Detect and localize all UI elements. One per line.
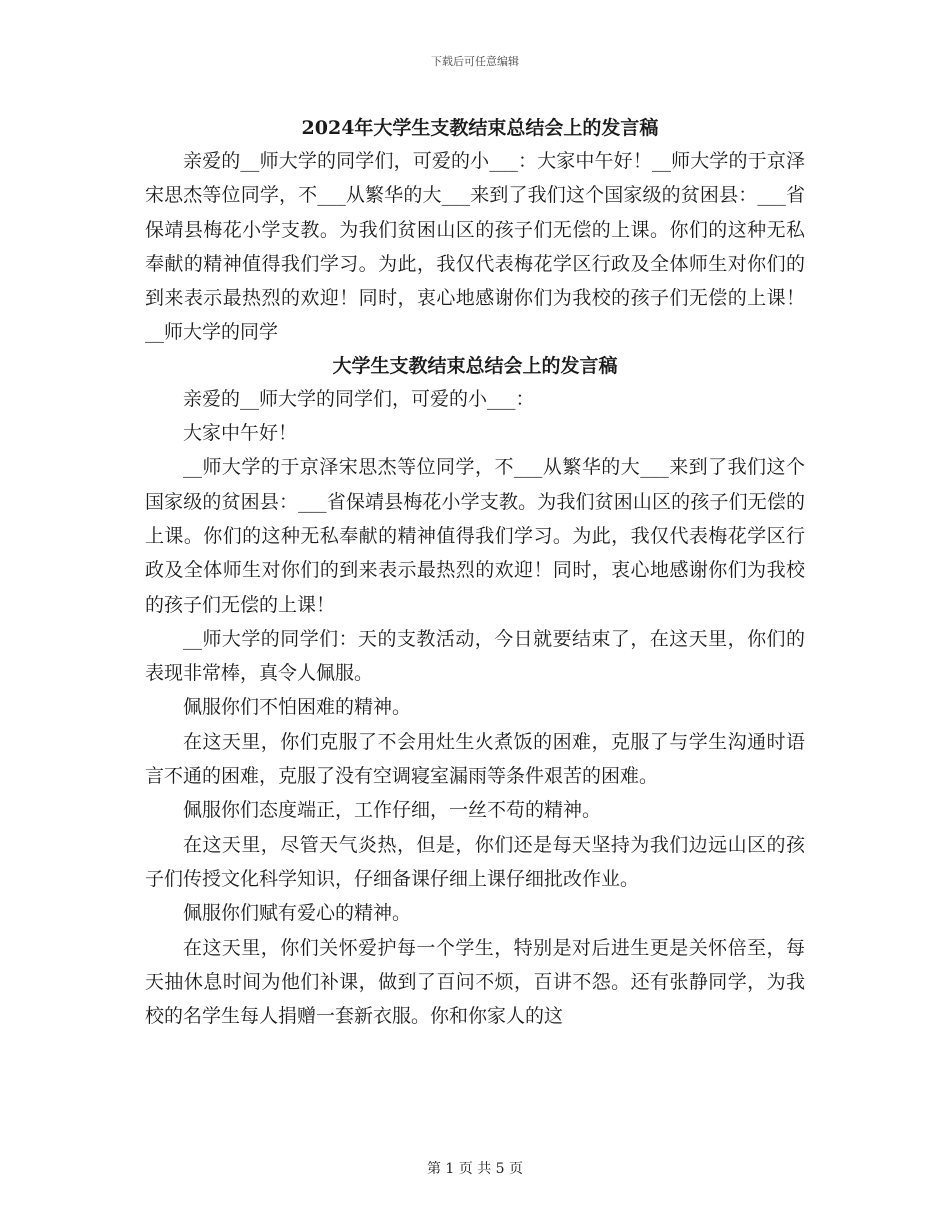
page-header-note: 下载后可任意编辑 [431, 55, 519, 68]
document-body [145, 112, 805, 1033]
body-paragraph: 在这天里，尽管天气炎热，但是，你们还是每天坚持为我们边远山区的孩子们传授文化科学知识，仔细备课仔细上课仔细批改作业。 [145, 833, 805, 890]
document-title-main: 2024年大学生支教结束总结会上的发言稿 [301, 117, 659, 139]
body-paragraph: 大家中午好！ [183, 422, 298, 445]
page-number-footer: 第 1 页 共 5 页 [426, 1161, 524, 1177]
document-title-secondary: 大学生支教结束总结会上的发言稿 [332, 354, 618, 377]
body-paragraph: __师大学的同学们：天的支教活动，今日就要结束了，在这天里，你们的表现非常棒，真令人佩服。 [145, 627, 805, 685]
body-paragraph: 在这天里，你们克服了不会用灶生火煮饭的困难，克服了与学生沟通时语言不通的困难，克服了没有空调寝室漏雨等条件艰苦的困难。 [145, 730, 805, 788]
body-paragraph: 佩服你们态度端正，工作仔细，一丝不苟的精神。 [183, 799, 602, 822]
body-paragraph: __师大学的于京泽宋思杰等位同学，不___从繁华的大___来到了我们这个国家级的贫困县：___省保靖县梅花小学支教。为我们贫困山区的孩子们无偿的上课。你们的这种无私奉献的精神值得我们学习。为此，我仅代表梅花学区行政及全体师生对你们的到来表示最热烈的欢迎！同时，衷心地感谢你们为我校的孩子们无偿的上课！ [145, 456, 805, 616]
body-paragraph: 佩服你们赋有爱心的精神。 [183, 902, 412, 925]
body-paragraph: 佩服你们不怕困难的精神。 [183, 696, 412, 719]
body-paragraph: 亲爱的__师大学的同学们，可爱的小___： [183, 387, 535, 410]
body-paragraph: 在这天里，你们关怀爱护每一个学生，特别是对后进生更是关怀倍至，每天抽休息时间为他们补课，做到了百问不烦，百讲不怨。还有张静同学，为我校的名学生每人捐赠一套新衣服。你和你家人的这 [145, 936, 805, 1028]
intro-paragraph: 亲爱的__师大学的同学们，可爱的小___：大家中午好！__师大学的于京泽宋思杰等位同学，不___从繁华的大___来到了我们这个国家级的贫困县：___省保靖县梅花小学支教。为我们贫困山区的孩子们无偿的上课。你们的这种无私奉献的精神值得我们学习。为此，我仅代表梅花学区行政及全体师生对你们的到来表示最热烈的欢迎！同时，衷心地感谢你们为我校的孩子们无偿的上课！__师大学的同学 [145, 150, 805, 344]
